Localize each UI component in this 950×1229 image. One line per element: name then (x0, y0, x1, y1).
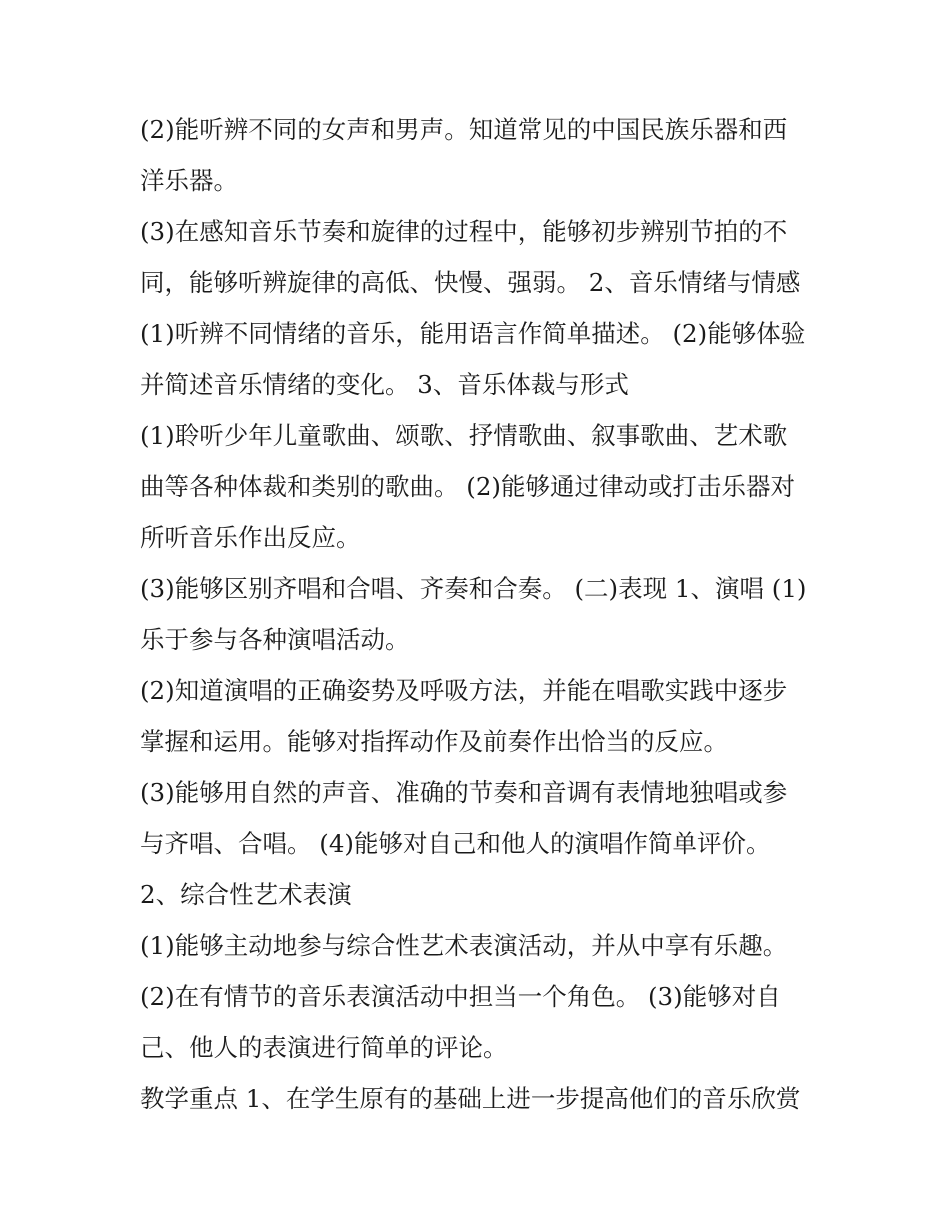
text-line: 并简述音乐情绪的变化。 3、音乐体裁与形式 (140, 370, 629, 399)
text-line: (3)在感知音乐节奏和旋律的过程中，能够初步辨别节拍的不 (140, 217, 788, 246)
text-line: 洋乐器。 (140, 166, 238, 195)
text-line: (1)能够主动地参与综合性艺术表演活动，并从中享有乐趣。 (140, 931, 788, 960)
text-line: 所听音乐作出反应。 (140, 523, 361, 552)
text-line: 掌握和运用。能够对指挥动作及前奏作出恰当的反应。 (140, 727, 728, 756)
text-line: (1)聆听少年儿童歌曲、颂歌、抒情歌曲、叙事歌曲、艺术歌 (140, 421, 788, 450)
text-line: 曲等各种体裁和类别的歌曲。 (2)能够通过律动或打击乐器对 (140, 472, 795, 501)
text-line: (2)知道演唱的正确姿势及呼吸方法，并能在唱歌实践中逐步 (140, 676, 788, 705)
text-line: 己、他人的表演进行简单的评论。 (140, 1033, 508, 1062)
section-heading: 2、综合性艺术表演 (140, 880, 352, 909)
text-line: 与齐唱、合唱。 (4)能够对自己和他人的演唱作简单评价。 (140, 829, 771, 858)
text-line: 教学重点 1、在学生原有的基础上进一步提高他们的音乐欣赏 (140, 1084, 801, 1113)
text-line: 乐于参与各种演唱活动。 (140, 625, 410, 654)
text-line: (1)听辨不同情绪的音乐，能用语言作简单描述。 (2)能够体验 (140, 319, 806, 348)
text-line: (2)能听辨不同的女声和男声。知道常见的中国民族乐器和西 (140, 115, 788, 144)
text-line: (2)在有情节的音乐表演活动中担当一个角色。 (3)能够对自 (140, 982, 781, 1011)
text-line: 同，能够听辨旋律的高低、快慢、强弱。 2、音乐情绪与情感 (140, 268, 801, 297)
text-line: (3)能够区别齐唱和合唱、齐奏和合奏。 (二)表现 1、演唱 (1) (140, 574, 807, 603)
text-line: (3)能够用自然的声音、准确的节奏和音调有表情地独唱或参 (140, 778, 788, 807)
document-body (140, 104, 820, 1124)
